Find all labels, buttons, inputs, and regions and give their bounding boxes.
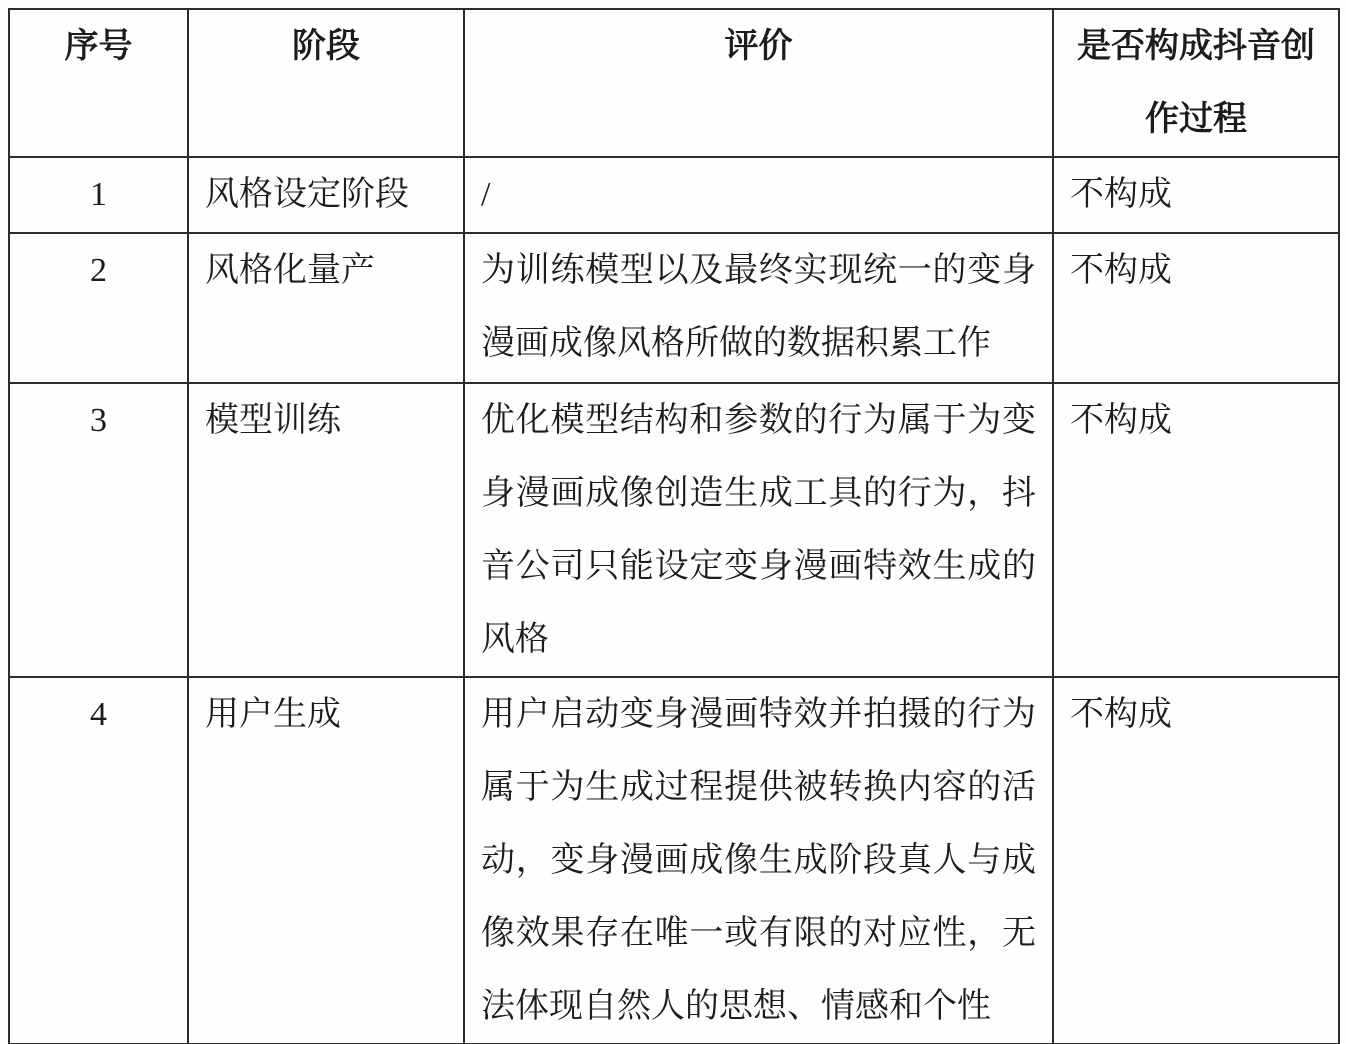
table-row [9, 677, 1339, 1044]
cell-constitutes: 不构成 [1053, 677, 1339, 1044]
cell-evaluation: / [464, 157, 1053, 233]
cell-constitutes: 不构成 [1053, 157, 1339, 233]
col-header-evaluation: 评价 [464, 9, 1053, 157]
cell-evaluation: 为训练模型以及最终实现统一的变身漫画成像风格所做的数据积累工作 [464, 233, 1053, 383]
cell-stage: 模型训练 [188, 383, 464, 677]
cell-evaluation: 优化模型结构和参数的行为属于为变身漫画成像创造生成工具的行为，抖音公司只能设定变身漫画特效生成的风格 [464, 383, 1053, 677]
cell-evaluation: 用户启动变身漫画特效并拍摄的行为属于为生成过程提供被转换内容的活动，变身漫画成像生成阶段真人与成像效果存在唯一或有限的对应性，无法体现自然人的思想、情感和个性 [464, 677, 1053, 1044]
cell-stage: 风格设定阶段 [188, 157, 464, 233]
cell-constitutes: 不构成 [1053, 383, 1339, 677]
table-row [9, 383, 1339, 677]
cell-stage: 风格化量产 [188, 233, 464, 383]
cell-constitutes: 不构成 [1053, 233, 1339, 383]
col-header-stage: 阶段 [188, 9, 464, 157]
cell-no: 2 [9, 233, 188, 383]
col-header-no: 序号 [9, 9, 188, 157]
cell-no: 4 [9, 677, 188, 1044]
table-row [9, 233, 1339, 383]
table-body [9, 157, 1339, 1044]
col-header-constitutes: 是否构成抖音创作过程 [1053, 9, 1339, 157]
table-row [9, 157, 1339, 233]
cell-no: 1 [9, 157, 188, 233]
evaluation-table [8, 8, 1340, 1044]
cell-stage: 用户生成 [188, 677, 464, 1044]
cell-no: 3 [9, 383, 188, 677]
table-header-row [9, 9, 1339, 157]
